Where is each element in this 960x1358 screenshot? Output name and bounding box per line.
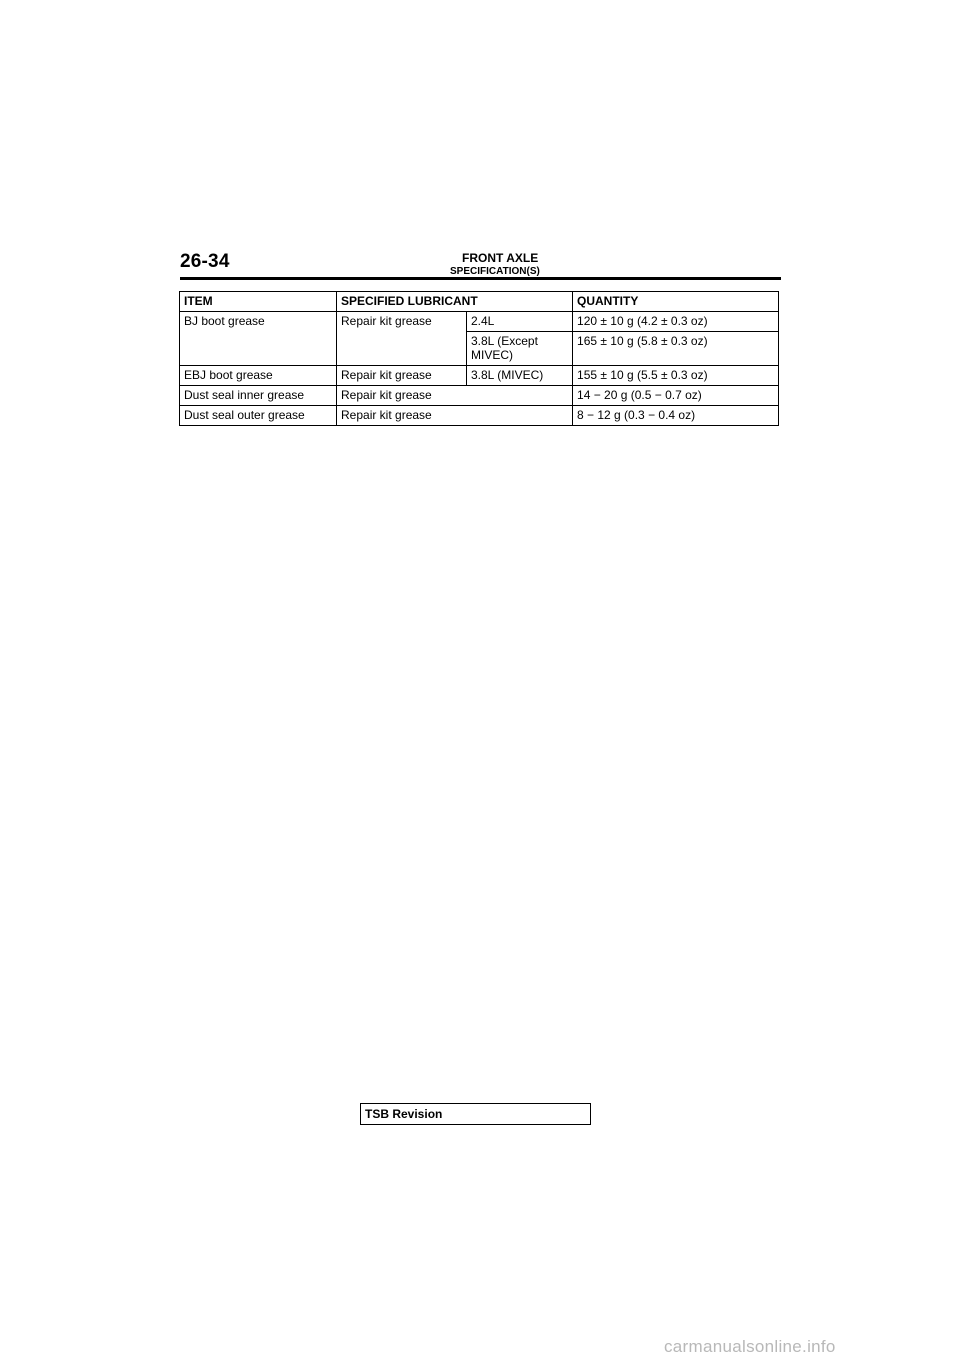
cell-item: EBJ boot grease <box>180 366 337 386</box>
cell-item: BJ boot grease <box>180 312 337 366</box>
cell-quantity: 155 ± 10 g (5.5 ± 0.3 oz) <box>573 366 779 386</box>
cell-quantity: 8 − 12 g (0.3 − 0.4 oz) <box>573 406 779 426</box>
cell-lubricant: Repair kit grease <box>337 366 467 386</box>
cell-variant: 2.4L <box>467 312 573 332</box>
cell-lubricant: Repair kit grease <box>337 312 467 366</box>
cell-variant: 3.8L (MIVEC) <box>467 366 573 386</box>
tsb-revision-box: TSB Revision <box>360 1103 591 1125</box>
table-row <box>180 366 779 386</box>
header-rule <box>180 277 781 280</box>
header-quantity: QUANTITY <box>573 292 779 312</box>
table-row <box>180 406 779 426</box>
cell-variant: 3.8L (Except MIVEC) <box>467 332 573 366</box>
table-row <box>180 386 779 406</box>
cell-item: Dust seal inner grease <box>180 386 337 406</box>
page-number: 26-34 <box>180 251 230 272</box>
cell-quantity: 14 − 20 g (0.5 − 0.7 oz) <box>573 386 779 406</box>
cell-lubricant: Repair kit grease <box>337 406 573 426</box>
table-header-row <box>180 292 779 312</box>
lubricant-spec-table <box>179 291 779 426</box>
section-title: FRONT AXLE <box>462 251 539 265</box>
header-lubricant: SPECIFIED LUBRICANT <box>337 292 573 312</box>
watermark: carmanualsonline.info <box>664 1337 836 1356</box>
section-subtitle: SPECIFICATION(S) <box>450 266 540 277</box>
cell-quantity: 165 ± 10 g (5.8 ± 0.3 oz) <box>573 332 779 366</box>
cell-quantity: 120 ± 10 g (4.2 ± 0.3 oz) <box>573 312 779 332</box>
header-item: ITEM <box>180 292 337 312</box>
cell-lubricant: Repair kit grease <box>337 386 573 406</box>
cell-item: Dust seal outer grease <box>180 406 337 426</box>
table-row <box>180 312 779 332</box>
